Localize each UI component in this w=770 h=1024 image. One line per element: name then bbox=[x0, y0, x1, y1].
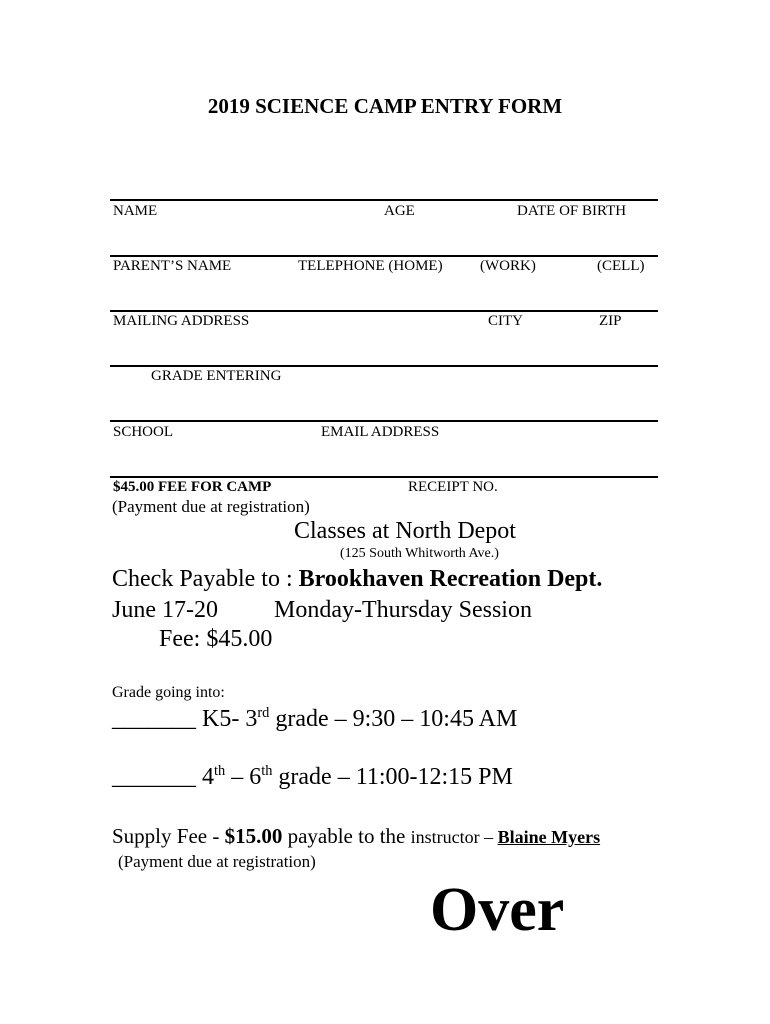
session-name: Monday-Thursday Session bbox=[274, 597, 532, 623]
mailing-address-label: MAILING ADDRESS bbox=[113, 313, 250, 329]
name-label: NAME bbox=[113, 203, 158, 219]
supply-fee-amount: $15.00 bbox=[224, 824, 283, 848]
field-rule-2 bbox=[110, 255, 658, 257]
session-fee: Fee: $45.00 bbox=[159, 626, 273, 652]
supply-fee-line: Supply Fee - $15.00 payable to the instructor – Blaine Myers bbox=[112, 824, 601, 848]
school-label: SCHOOL bbox=[113, 424, 174, 440]
zip-label: ZIP bbox=[599, 313, 622, 329]
field-rule-6 bbox=[110, 476, 658, 478]
location-address: (125 South Whitworth Ave.) bbox=[340, 546, 499, 561]
check-payable-line bbox=[112, 566, 602, 593]
age-label: AGE bbox=[384, 203, 415, 219]
grade-option-4-6: _______ 4th – 6th grade – 11:00-12:15 PM bbox=[112, 763, 513, 790]
supply-payment-note: (Payment due at registration) bbox=[118, 852, 316, 871]
city-label: CITY bbox=[488, 313, 523, 329]
dob-label: DATE OF BIRTH bbox=[517, 203, 627, 219]
grade-option-blank: _______ bbox=[112, 706, 202, 732]
location-heading: Classes at North Depot bbox=[294, 518, 516, 544]
over-notice: Over bbox=[430, 876, 565, 944]
telephone-home-label: TELEPHONE (HOME) bbox=[298, 258, 443, 274]
grade-entering-label: GRADE ENTERING bbox=[151, 368, 282, 384]
grade-option-k5-3: _______ K5- 3rd grade – 9:30 – 10:45 AM bbox=[112, 705, 518, 732]
payment-note: (Payment due at registration) bbox=[112, 497, 310, 516]
check-payable-prefix: Check Payable to : bbox=[112, 566, 299, 592]
form-title: 2019 SCIENCE CAMP ENTRY FORM bbox=[207, 94, 563, 118]
field-rule-1 bbox=[110, 199, 658, 201]
grade-prompt: Grade going into: bbox=[112, 684, 225, 701]
field-rule-3 bbox=[110, 310, 658, 312]
payee-name: Brookhaven Recreation Dept. bbox=[298, 566, 603, 592]
email-address-label: EMAIL ADDRESS bbox=[321, 424, 440, 440]
work-phone-label: (WORK) bbox=[480, 258, 536, 274]
camp-fee-label: $45.00 FEE FOR CAMP bbox=[113, 479, 272, 495]
receipt-number-label: RECEIPT NO. bbox=[408, 479, 498, 495]
cell-phone-label: (CELL) bbox=[597, 258, 645, 274]
session-dates: June 17-20 bbox=[112, 597, 218, 623]
grade-option-blank: _______ bbox=[112, 764, 202, 790]
field-rule-5 bbox=[110, 420, 658, 422]
field-rule-4 bbox=[110, 365, 658, 367]
instructor-name: Blaine Myers bbox=[497, 827, 601, 847]
parent-name-label: PARENT’S NAME bbox=[113, 258, 232, 274]
